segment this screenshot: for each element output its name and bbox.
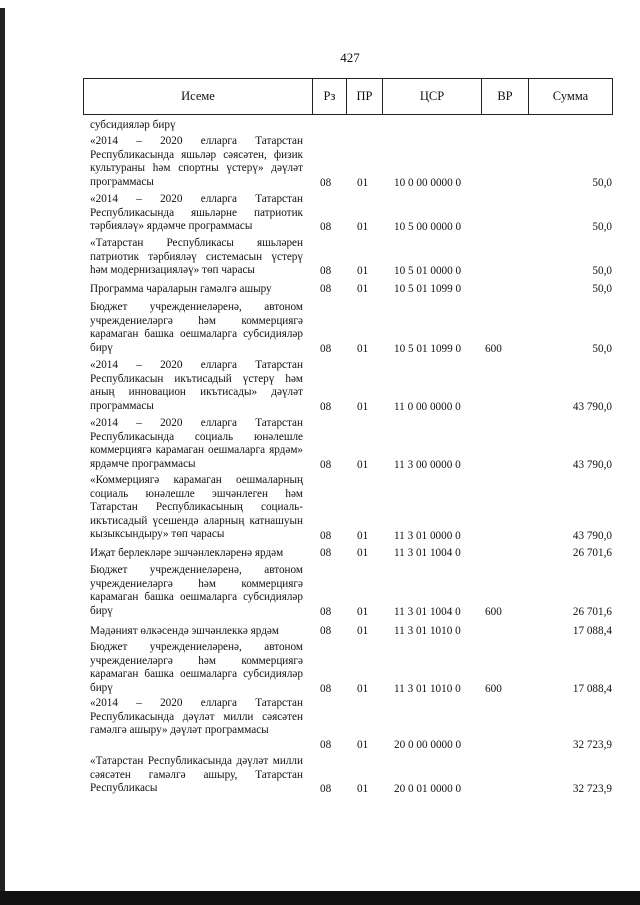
row-pr: 01 [357,530,369,542]
row-name: «2014 – 2020 елларга Татарстан Республикасында социаль юнәлешле коммерциягә карамаган оешмаларга ярдәм» ярдәмче программасы [90,417,303,470]
row-name: «Татарстан Республикасы яшьләрен патриотик тәрбияләү системасын үстерү һәм модернизацияләү» төп чарасы [90,237,303,277]
row-rz: 08 [320,683,332,695]
row-pr: 01 [357,547,369,559]
row-rz: 08 [320,343,332,355]
table-header [83,78,613,115]
row-vr: 600 [485,606,502,618]
row-csr: 10 0 00 0000 0 [394,177,462,189]
row-sum: 26 701,6 [572,606,612,618]
row-rz: 08 [320,783,332,795]
row-sum: 43 790,0 [572,459,612,471]
row-name: Бюджет учреждениеләренә, автоном учреждениеләргә һәм коммерциягә карамаган башка оешмаларга субсидияләр бирү [90,564,303,617]
header-name: Исеме [181,89,215,103]
row-pr: 01 [357,343,369,355]
row-pr: 01 [357,401,369,413]
row-rz: 08 [320,283,332,295]
row-rz: 08 [320,459,332,471]
row-csr: 11 3 01 1010 0 [394,625,461,637]
row-sum: 50,0 [592,283,612,295]
row-pr: 01 [357,177,369,189]
row-vr: 600 [485,343,502,355]
row-rz: 08 [320,739,332,751]
scan-edge-bottom [0,891,640,905]
row-csr: 10 5 01 1099 0 [394,283,462,295]
row-sum: 17 088,4 [572,625,612,637]
row-sum: 50,0 [592,221,612,233]
header-vr: ВР [481,79,528,114]
row-csr: 11 3 00 0000 0 [394,459,461,471]
row-rz: 08 [320,606,332,618]
row-sum: 43 790,0 [572,530,612,542]
row-rz: 08 [320,547,332,559]
row-csr: 20 0 01 0000 0 [394,783,462,795]
row-name: «Коммерциягә карамаган оешмаларның социаль юнәлешле эшчәнлеген һәм Татарстан Республикасының социаль-икътисадый үсешендә аларның катнашуын кызыксындыру» төп чарасы [90,474,303,541]
row-csr: 10 5 01 0000 0 [394,265,462,277]
row-pr: 01 [357,459,369,471]
row-sum: 17 088,4 [572,683,612,695]
row-name: «2014 – 2020 елларга Татарстан Республикасында яшьләр сәясәтен, физик культураны һәм спортны үстерү» дәүләт программасы [90,135,303,188]
row-rz: 08 [320,221,332,233]
row-csr: 11 3 01 0000 0 [394,530,461,542]
row-name: «Татарстан Республикасында дәүләт милли сәясәтен гамәлгә ашыру, Татарстан Республикасы [90,755,303,795]
row-rz: 08 [320,177,332,189]
row-pr: 01 [357,606,369,618]
row-name: Программа чараларын гамәлгә ашыру [90,283,272,295]
row-name: Бюджет учреждениеләренә, автоном учреждениеләргә һәм коммерциягә карамаган башка оешмаларга субсидияләр бирү [90,301,303,354]
row-sum: 32 723,9 [572,783,612,795]
row-pr: 01 [357,283,369,295]
row-pr: 01 [357,265,369,277]
row-name: «2014 – 2020 елларга Татарстан Республикасында яшьләрне патриотик тәрбияләү» ярдәмче программасы [90,193,303,233]
row-name: «2014 – 2020 елларга Татарстан Республикасын икътисадый үстерү һәм аның инновацион икътисады» дәүләт программасы [90,359,303,412]
row-csr: 11 0 00 0000 0 [394,401,461,413]
row-name: субсидияләр бирү [90,119,176,131]
header-pr: ПР [346,79,382,114]
row-sum: 50,0 [592,177,612,189]
row-sum: 50,0 [592,343,612,355]
row-sum: 26 701,6 [572,547,612,559]
row-sum: 43 790,0 [572,401,612,413]
header-sum: Сумма [528,79,612,114]
row-csr: 10 5 01 1099 0 [394,343,462,355]
row-name: Бюджет учреждениеләренә, автоном учреждениеләргә һәм коммерциягә карамаган башка оешмаларга субсидияләр бирү [90,641,303,694]
row-pr: 01 [357,783,369,795]
header-rz: Рз [312,79,346,114]
row-csr: 20 0 00 0000 0 [394,739,462,751]
row-rz: 08 [320,265,332,277]
row-pr: 01 [357,739,369,751]
row-rz: 08 [320,530,332,542]
row-sum: 32 723,9 [572,739,612,751]
row-pr: 01 [357,625,369,637]
row-name: «2014 – 2020 елларга Татарстан Республикасында дәүләт милли сәясәтен гамәлгә ашыру» дәүләт программасы [90,697,303,737]
row-csr: 10 5 00 0000 0 [394,221,462,233]
row-csr: 11 3 01 1004 0 [394,606,461,618]
row-pr: 01 [357,221,369,233]
row-csr: 11 3 01 1010 0 [394,683,461,695]
row-name: Мәдәният өлкәсендә эшчәнлеккә ярдәм [90,625,279,637]
row-rz: 08 [320,625,332,637]
header-csr: ЦСР [382,79,481,114]
row-vr: 600 [485,683,502,695]
scan-edge-left [0,8,5,905]
row-name: Иҗат берлекләре эшчәнлекләренә ярдәм [90,547,284,559]
page-number: 427 [340,50,360,65]
row-csr: 11 3 01 1004 0 [394,547,461,559]
row-pr: 01 [357,683,369,695]
row-rz: 08 [320,401,332,413]
row-sum: 50,0 [592,265,612,277]
